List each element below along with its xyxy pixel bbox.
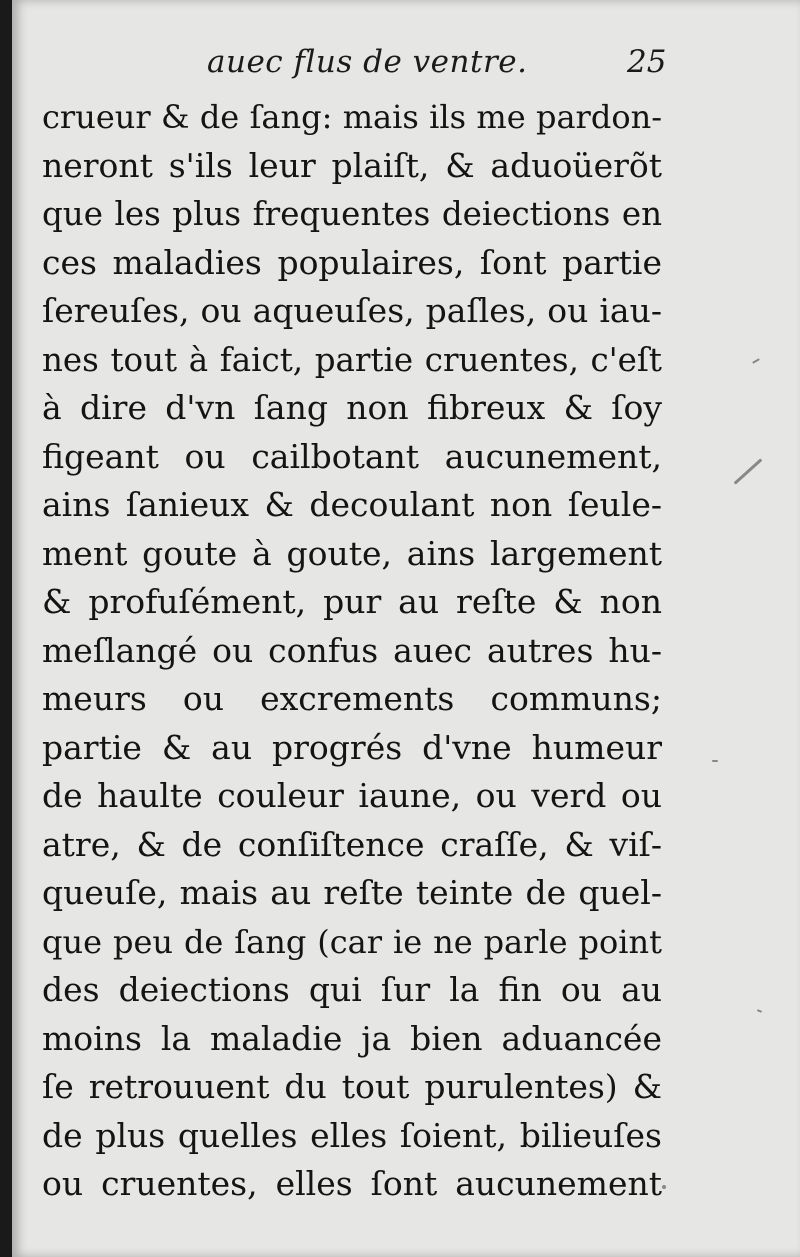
- text-line: ment goute à goute, ains largement: [42, 533, 662, 573]
- paper-speck: [712, 760, 718, 762]
- text-line: meurs ou excrements communs;: [42, 679, 662, 718]
- text-line: atre, & de conſiſtence craſſe, & viſ-: [42, 824, 662, 864]
- text-line: ou cruentes, elles ſont aucunement: [42, 1164, 662, 1203]
- running-title: auec flus de ventre.: [207, 44, 528, 80]
- text-line: à dire d'vn ſang non fibreux & ſoy: [42, 388, 662, 427]
- text-line: ſe retrouuent du tout purulentes) &: [42, 1067, 662, 1106]
- page-number: 25: [627, 44, 667, 80]
- text-line: nes tout à faict, partie cruentes, c'eſt: [42, 340, 662, 379]
- text-line: ſereuſes, ou aqueuſes, paſles, ou iau-: [42, 291, 662, 330]
- text-line: queuſe, mais au reſte teinte de quel-: [42, 873, 662, 912]
- text-line: de haulte couleur iaune, ou verd ou: [42, 776, 662, 815]
- paper-speck: [662, 1185, 666, 1189]
- text-line: meſlangé ou confus auec autres hu-: [42, 630, 662, 670]
- text-line: ains ſanieux & decoulant non ſeule-: [42, 485, 662, 524]
- text-line: de plus quelles elles ſoient, bilieuſes: [42, 1115, 662, 1155]
- paper-speck: [752, 358, 760, 364]
- text-line: crueur & de ſang: mais ils me pardon-: [42, 98, 662, 136]
- text-line: des deiections qui ſur la fin ou au: [42, 970, 662, 1009]
- text-line: figeant ou cailbotant aucunement,: [42, 436, 662, 476]
- text-line: neront s'ils leur plaiſt, & aduoüerõt: [42, 145, 662, 185]
- text-line: & profuſément, pur au reſte & non: [42, 582, 662, 621]
- book-page: [12, 0, 800, 1257]
- text-line: moins la maladie ja bien aduancée: [42, 1018, 662, 1058]
- text-line: que peu de ſang (car ie ne parle point: [42, 922, 662, 961]
- text-line: que les plus frequentes deiections en: [42, 195, 662, 233]
- text-line: ces maladies populaires, ſont partie: [42, 242, 662, 282]
- running-head: [12, 42, 800, 90]
- body-text: [42, 93, 662, 1209]
- paper-speck: [757, 1009, 762, 1013]
- text-line: partie & au progrés d'vne humeur: [42, 727, 662, 767]
- paper-speck: [734, 458, 763, 484]
